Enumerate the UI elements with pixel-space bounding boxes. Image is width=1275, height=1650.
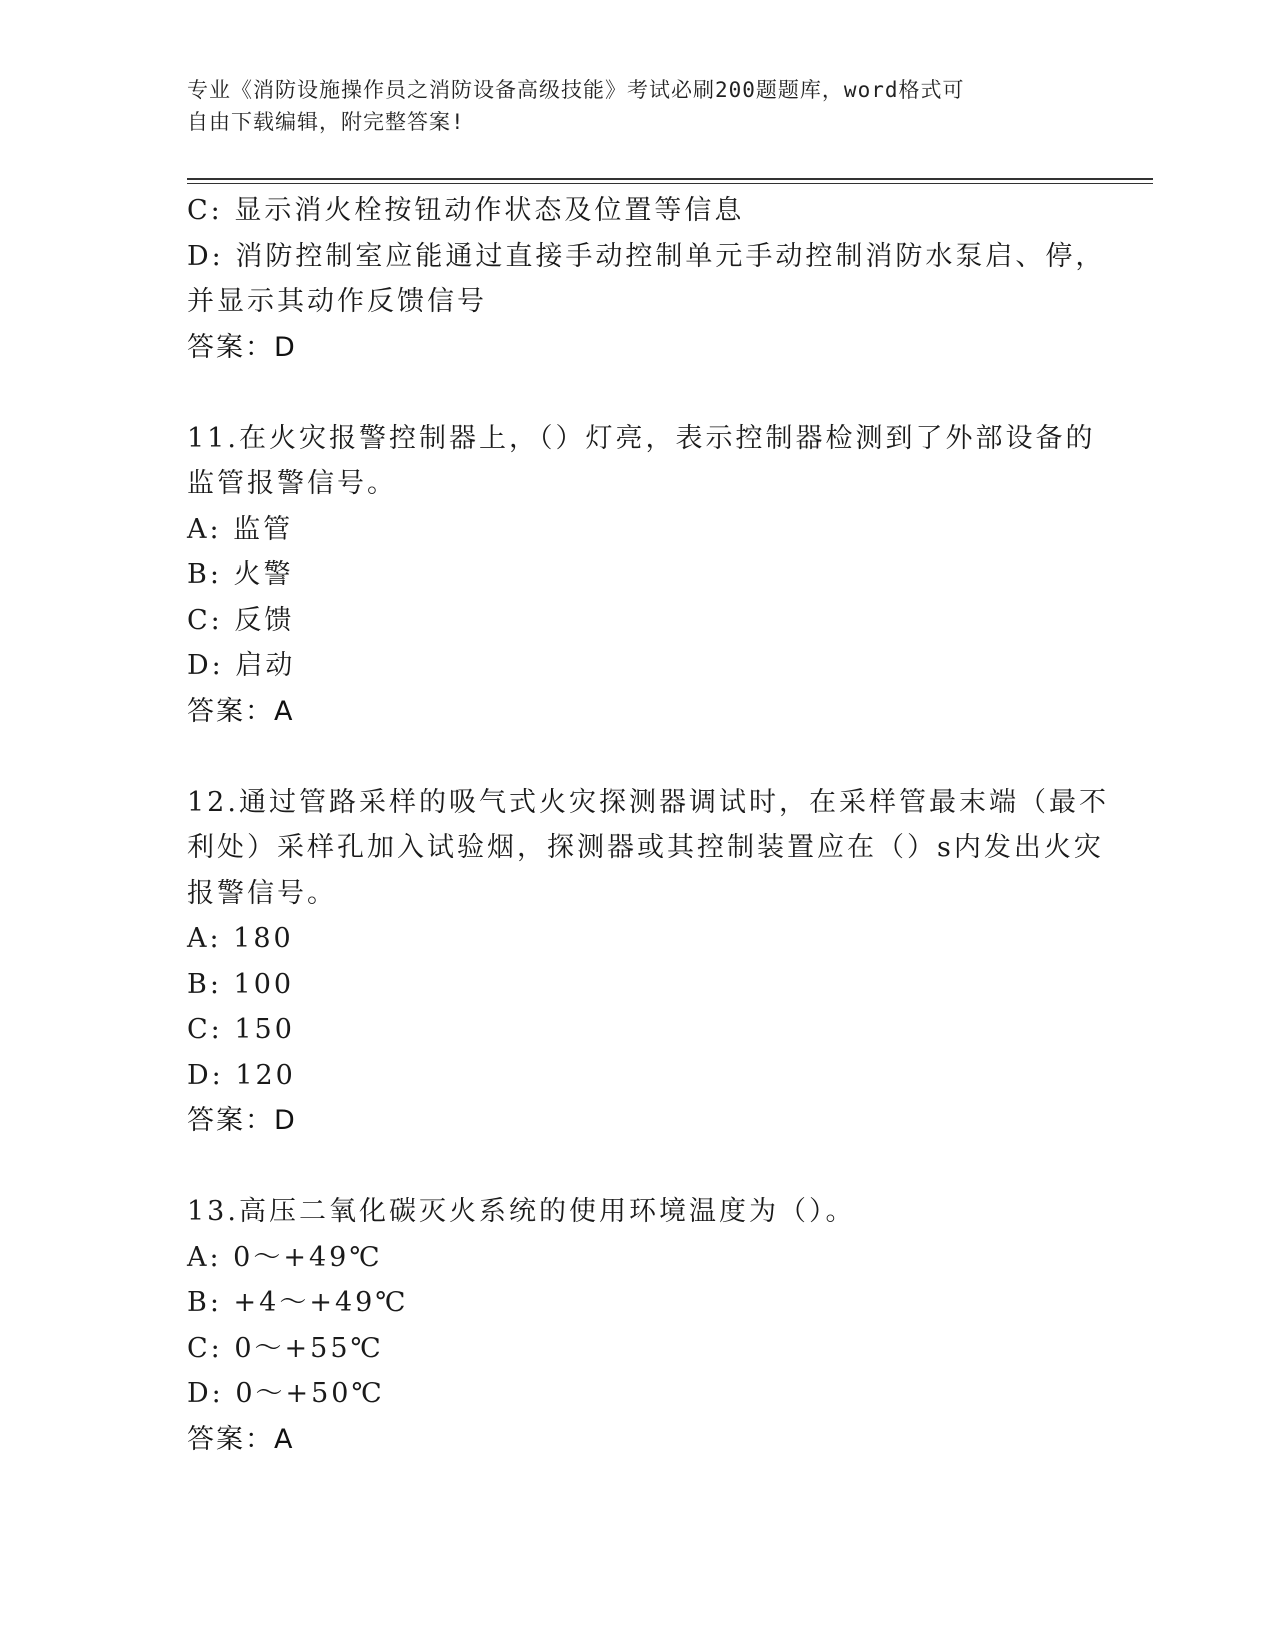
answer: 答案：A <box>187 1423 295 1455</box>
option-a: A: 监管 <box>187 513 294 545</box>
question-text-continued: 报警信号。 <box>187 877 337 909</box>
header-line-1: 专业《消防设施操作员之消防设备高级技能》考试必刷200题题库，word格式可 <box>187 78 965 102</box>
document-header <box>187 74 1067 138</box>
spacer <box>187 734 1087 780</box>
option-c: C: 反馈 <box>187 604 295 636</box>
question-text-continued: 监管报警信号。 <box>187 468 397 499</box>
answer: 答案：D <box>187 331 297 363</box>
option-d: D: 消防控制室应能通过直接手动控制单元手动控制消防水泵启、停， <box>187 240 1106 272</box>
answer: 答案：D <box>187 1105 297 1136</box>
question-content <box>187 188 1109 1462</box>
header-divider-thick <box>187 178 1153 180</box>
spacer <box>187 370 1087 416</box>
header-divider-thin <box>187 183 1153 184</box>
question-text: 11.在火灾报警控制器上，（）灯亮，表示控制器检测到了外部设备的 <box>187 422 1096 454</box>
option-b: B: 火警 <box>187 559 294 590</box>
question-text: 12.通过管路采样的吸气式火灾探测器调试时，在采样管最末端（最不 <box>187 786 1109 818</box>
question-text-continued: 利处）采样孔加入试验烟，探测器或其控制装置应在（）s内发出火灾 <box>187 832 1104 863</box>
option-c: C: 显示消火栓按钮动作状态及位置等信息 <box>187 195 745 226</box>
spacer <box>187 1144 1087 1190</box>
question-11 <box>187 416 1096 735</box>
option-c: C: 150 <box>187 1014 295 1045</box>
option-d: D: 0～+50℃ <box>187 1378 385 1409</box>
answer: 答案：A <box>187 695 295 727</box>
previous-question-block <box>187 188 1106 370</box>
option-b: B: 100 <box>187 968 295 1000</box>
question-text: 13.高压二氧化碳灭火系统的使用环境温度为（）。 <box>187 1196 856 1227</box>
question-13 <box>187 1189 1087 1462</box>
option-d: D: 120 <box>187 1059 296 1091</box>
option-b: B: +4～+49℃ <box>187 1287 409 1318</box>
option-a: A: 0～+49℃ <box>187 1241 383 1273</box>
option-d-continued: 并显示其动作反馈信号 <box>187 286 487 317</box>
option-d: D: 启动 <box>187 650 296 681</box>
option-c: C: 0～+55℃ <box>187 1332 384 1364</box>
question-12 <box>187 780 1109 1144</box>
option-a: A: 180 <box>187 923 294 954</box>
header-line-2: 自由下载编辑，附完整答案! <box>187 110 465 134</box>
